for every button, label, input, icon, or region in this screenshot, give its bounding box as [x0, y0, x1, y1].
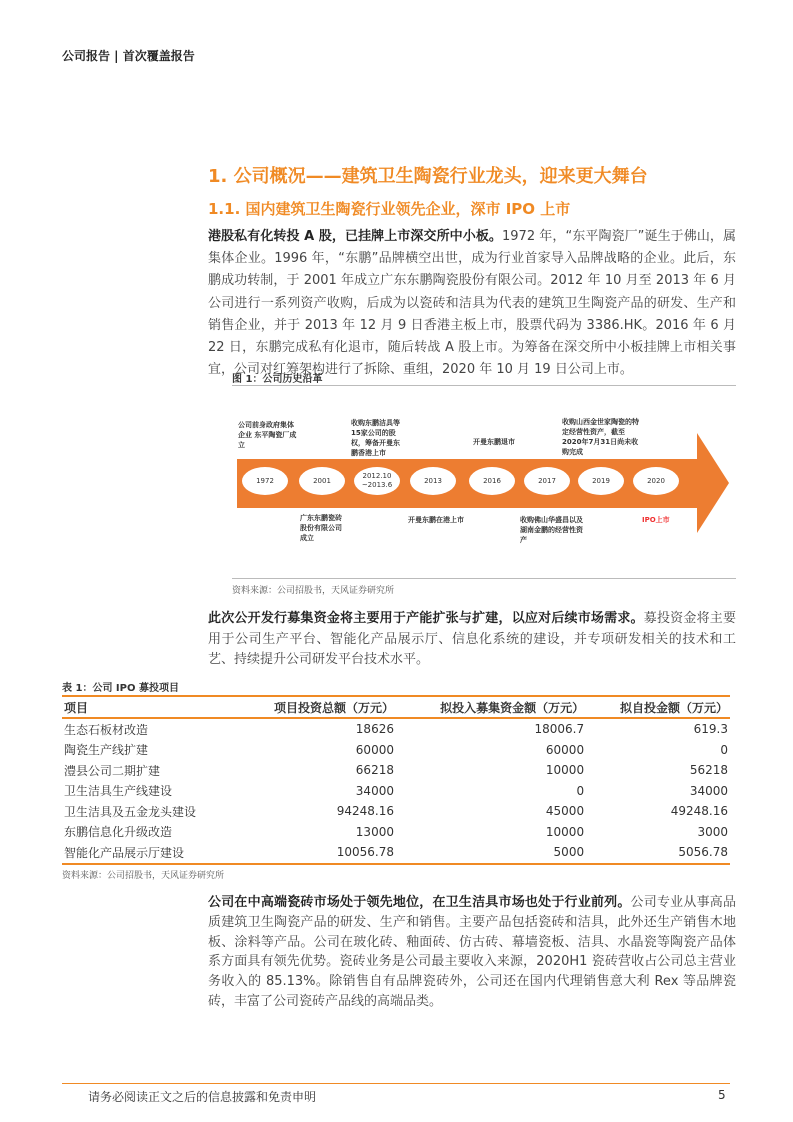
paragraph-lead: 港股私有化转投 A 股，已挂牌上市深交所中小板。 [208, 229, 502, 244]
table-row [62, 740, 730, 761]
section-title: 1. 公司概况——建筑卫生陶瓷行业龙头，迎来更大舞台 [208, 166, 648, 187]
table-cell: 卫生洁具生产线建设 [64, 784, 173, 799]
table-cell: 56218 [689, 763, 728, 778]
paragraph-lead: 公司在中高端瓷砖市场处于领先地位，在卫生洁具市场也处于行业前列。 [208, 895, 631, 910]
table-cell: 5000 [396, 842, 586, 864]
table-cell: 智能化产品展示厅建设 [62, 842, 237, 864]
year-node: 2001 [299, 467, 345, 495]
table-cell: 5056.78 [586, 842, 730, 864]
table-cell: 13000 [355, 824, 394, 839]
table-row [62, 781, 730, 802]
table-cell: 18626 [355, 722, 394, 737]
paragraph-history [208, 226, 736, 381]
event-2016: 开曼东鹏退市 [473, 438, 515, 446]
table-cell: 60000 [355, 742, 394, 757]
table-cell: 49248.16 [670, 804, 728, 819]
report-header: 公司报告 | 首次覆盖报告 [62, 49, 195, 63]
figure-title: 图 1：公司历史沿革 [232, 374, 323, 385]
event-2020: IPO上市 [642, 516, 670, 524]
event-2017: 收购佛山华盛昌以及湖南金鹏的经营性资产 [520, 516, 583, 544]
year-node: 2013 [410, 467, 456, 495]
year-node: 2017 [524, 467, 570, 495]
table-row [62, 801, 730, 822]
figure-top-rule [232, 385, 736, 386]
page-number: 5 [718, 1088, 726, 1102]
year-node: 2020 [633, 467, 679, 495]
event-2019: 收购山西金世家陶瓷的特定经营性资产，截至2020年7月31日尚未收购完成 [562, 418, 639, 456]
paragraph-body: 1972 年，“东平陶瓷厂”诞生于佛山，属集体企业。1996 年，“东鹏”品牌横空出世，成为行业首家导入品牌战略的企业。此后，东鹏成功转制，于 2001 年成立广东东鹏陶瓷股份有限公司。2012 年 10 月至 2013 年 6 月公司进行一系列资产收购，后成为以瓷砖和洁具为代表的建筑卫生陶瓷产品的研发、生产和销售企业，并于 2013 年 12 月 9 日香港主板上市，股票代码为 3386.HK。2016 年 6 月 22 日，东鹏完成私有化退市，随后转战 A 股上市。为筹备在深交所中小板挂牌上市相关事宜，公司对红筹架构进行了拆除、重组，2020 年 10 月 19 日公司上市。 [208, 229, 736, 378]
table-cell: 66218 [355, 763, 394, 778]
table-cell: 东鹏信息化升级改造 [64, 825, 173, 840]
col-header: 拟投入募集资金额（万元） [396, 696, 586, 718]
table-cell: 10000 [545, 824, 585, 839]
table-cell: 34000 [689, 783, 728, 798]
col-header: 拟自投金额（万元） [586, 696, 730, 718]
event-1972: 公司前身政府集体企业 东平陶瓷厂成立 [238, 421, 297, 449]
year-node: 1972 [242, 467, 288, 495]
col-header: 项目投资总额（万元） [237, 696, 396, 718]
table-row [62, 842, 730, 864]
table-cell: 卫生洁具及五金龙头建设 [64, 804, 197, 819]
paragraph-body: 募投资金将主要用于公司生产平台、智能化产品展示厅、信息化系统的建设，并专项研发相关的技术和工艺、持续提升公司研发平台技术水平。 [208, 611, 736, 667]
event-2001: 广东东鹏瓷砖股份有限公司成立 [300, 514, 342, 542]
event-2012: 收购东鹏洁具等15家公司的股权，筹备开曼东鹏香港上市 [351, 419, 400, 457]
table-header-row [62, 696, 730, 718]
table-row [62, 718, 730, 740]
year-node: 2016 [469, 467, 515, 495]
table-cell: 0 [720, 742, 728, 757]
figure-source: 资料来源：公司招股书，天风证券研究所 [232, 586, 395, 596]
year-node: 2012.10 ~2013.6 [354, 467, 400, 495]
table-source: 资料来源：公司招股书，天风证券研究所 [62, 871, 225, 881]
figure-bottom-rule [232, 578, 736, 579]
table-cell: 生态石板材改造 [64, 722, 149, 737]
col-header: 项目 [62, 696, 237, 718]
event-2013: 开曼东鹏在港上市 [408, 516, 464, 524]
paragraph-ipo [208, 609, 736, 671]
table-cell: 619.3 [693, 722, 728, 737]
table-cell: 3000 [697, 824, 728, 839]
table-cell: 10000 [545, 763, 585, 778]
table-title: 表 1：公司 IPO 募投项目 [62, 683, 179, 694]
table-cell: 0 [576, 783, 585, 798]
table-cell: 94248.16 [336, 804, 394, 819]
table-cell: 陶瓷生产线扩建 [64, 743, 149, 758]
paragraph-lead: 此次公开发行募集资金将主要用于产能扩张与扩建，以应对后续市场需求。 [208, 611, 644, 626]
table-cell: 34000 [355, 783, 394, 798]
table-row [62, 760, 730, 781]
paragraph-products [208, 893, 736, 1012]
subsection-title: 1.1. 国内建筑卫生陶瓷行业领先企业，深市 IPO 上市 [208, 200, 571, 218]
table-cell: 澧县公司二期扩建 [64, 763, 161, 778]
table-row [62, 822, 730, 843]
ipo-projects-table [62, 695, 730, 865]
footer-disclaimer: 请务必阅读正文之后的信息披露和免责申明 [88, 1090, 317, 1104]
table-cell: 10056.78 [237, 842, 396, 864]
paragraph-body: 公司专业从事高品质建筑卫生陶瓷产品的研发、生产和销售。主要产品包括瓷砖和洁具，此外还生产销售木地板、涂料等产品。公司在玻化砖、釉面砖、仿古砖、幕墙瓷板、洁具、水晶瓷等陶瓷产品体系方面具有领先优势。瓷砖业务是公司最主要收入来源，2020H1 瓷砖营收占公司总主营业务收入的 85.13%。除销售自有品牌瓷砖外，公司还在国内代理销售意大利 Rex 等品牌瓷砖，丰富了公司瓷砖产品线的高端品类。 [208, 895, 736, 1009]
table-cell: 45000 [545, 804, 585, 819]
footer-rule [62, 1083, 730, 1084]
year-node: 2019 [578, 467, 624, 495]
table-cell: 60000 [545, 742, 585, 757]
table-cell: 18006.7 [534, 722, 585, 737]
